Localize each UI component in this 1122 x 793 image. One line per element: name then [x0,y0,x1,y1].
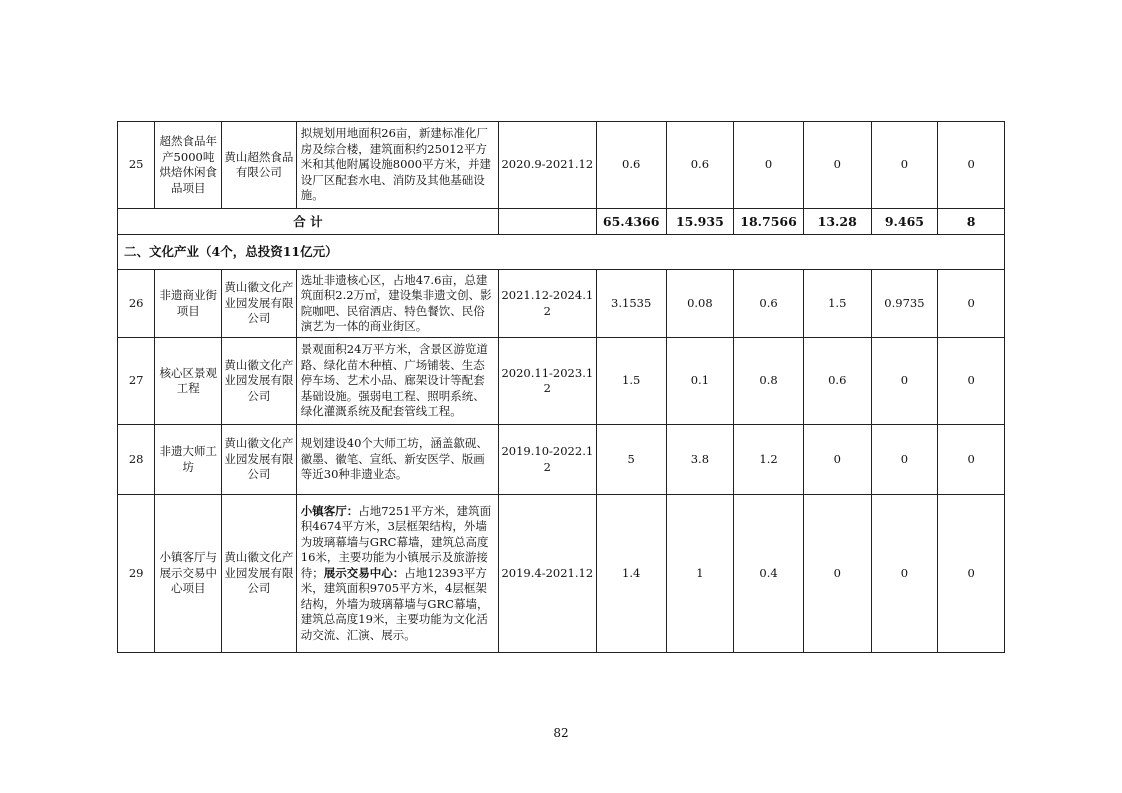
row-number: 27 [118,338,155,425]
investment-value: 0 [938,122,1005,209]
project-content [296,122,498,209]
project-content [296,495,498,653]
investment-value: 0 [803,425,871,495]
company-name: 黄山徽文化产业园发展有限公司 [222,270,297,338]
total-investment: 3.1535 [596,270,666,338]
project-name: 小镇客厅与展示交易中心项目 [155,495,222,653]
content-text: 选址非遗核心区，占地47.6亩，总建筑面积2.2万㎡，建设集非遗文创、影院咖吧、民宿酒店、特色餐饮、民俗演艺为一体的商业街区。 [300,272,492,333]
investment-value: 1 [666,495,734,653]
page-number: 82 [553,726,569,740]
content-text: 占地12393平方米，建筑面积9705平方米，4层框架结构，外墙为玻璃幕墙与GRC幕墙，建筑总高度19米，主要功能为文化活动交流、汇演、展示。 [300,565,489,642]
investment-value: 0.08 [666,270,734,338]
company-name: 黄山徽文化产业园发展有限公司 [222,425,297,495]
investment-value: 1.2 [734,425,804,495]
project-table [117,121,1005,653]
total-investment: 5 [596,425,666,495]
company-name: 黄山徽文化产业园发展有限公司 [222,338,297,425]
total-investment: 1.4 [596,495,666,653]
total-value: 9.465 [871,209,938,235]
project-name: 非遗大师工坊 [155,425,222,495]
investment-value: 1.5 [803,270,871,338]
project-content [296,425,498,495]
project-name: 超然食品年产5000吨烘焙休闲食品项目 [155,122,222,209]
project-name: 核心区景观工程 [155,338,222,425]
investment-value: 0 [938,338,1005,425]
table-row [118,495,1005,653]
content-text: 景观面积24万平方米，含景区游览道路、绿化苗木种植、广场铺装、生态停车场、艺术小品、廊架设计等配套基础设施。强弱电工程、照明系统、绿化灌溉系统及配套管线工程。 [300,342,488,419]
construction-period: 2021.12-2024.12 [498,270,596,338]
row-number: 29 [118,495,155,653]
investment-value: 3.8 [666,425,734,495]
investment-value: 0.8 [734,338,804,425]
total-period-empty [498,209,596,235]
content-text: 规划建设40个大师工坊，涵盖歙砚、徽墨、徽笔、宣纸、新安医学、版画等近30种非遗业态。 [300,436,488,482]
row-number: 26 [118,270,155,338]
construction-period: 2019.4-2021.12 [498,495,596,653]
construction-period: 2019.10-2022.12 [498,425,596,495]
investment-value: 0.4 [734,495,804,653]
project-content [296,270,498,338]
company-name: 黄山超然食品有限公司 [222,122,297,209]
construction-period: 2020.9-2021.12 [498,122,596,209]
investment-value: 0 [938,425,1005,495]
investment-value: 0.6 [734,270,804,338]
total-value: 65.4366 [596,209,666,235]
investment-value: 0 [871,122,938,209]
project-name: 非遗商业街项目 [155,270,222,338]
total-investment: 0.6 [596,122,666,209]
investment-value: 0 [871,338,938,425]
table-row [118,338,1005,425]
row-number: 28 [118,425,155,495]
section-row [118,235,1005,270]
investment-value: 0.1 [666,338,734,425]
table-row [118,270,1005,338]
total-value: 13.28 [803,209,871,235]
construction-period: 2020.11-2023.12 [498,338,596,425]
row-number: 25 [118,122,155,209]
investment-value: 0 [938,495,1005,653]
investment-value: 0.6 [666,122,734,209]
investment-value: 0.6 [803,338,871,425]
content-text: 拟规划用地面积26亩，新建标准化厂房及综合楼，建筑面积约25012平方米和其他附属设施8000平方米，并建设厂区配套水电、消防及其他基础设施。 [300,126,492,203]
content-subtitle: 小镇客厅： [300,503,359,518]
project-content [296,338,498,425]
section-title: 二、文化产业（4个，总投资11亿元） [118,235,1005,270]
investment-value: 0 [803,122,871,209]
investment-value: 0 [734,122,804,209]
company-name: 黄山徽文化产业园发展有限公司 [222,495,297,653]
investment-value: 0 [871,425,938,495]
investment-value: 0 [871,495,938,653]
table-row [118,122,1005,209]
investment-value: 0.9735 [871,270,938,338]
table-row [118,425,1005,495]
total-value: 15.935 [666,209,734,235]
content-text: 占地7251平方米，建筑面积4674平方米，3层框架结构，外墙为玻璃幕墙与GRC幕墙，建筑总高度16米，主要功能为小镇展示及旅游接待； [300,503,492,580]
total-value: 8 [938,209,1005,235]
total-row [118,209,1005,235]
total-value: 18.7566 [734,209,804,235]
investment-value: 0 [803,495,871,653]
total-label: 合 计 [118,209,499,235]
content-subtitle: 展示交易中心： [323,565,405,580]
total-investment: 1.5 [596,338,666,425]
investment-value: 0 [938,270,1005,338]
